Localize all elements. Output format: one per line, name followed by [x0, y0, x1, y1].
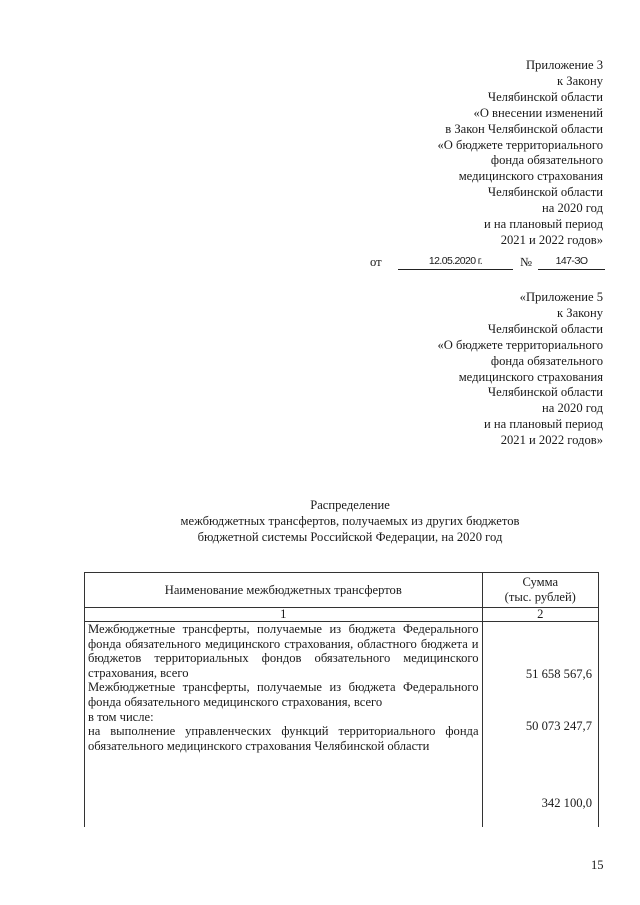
row-text: в том числе: — [88, 709, 154, 724]
annex-3-line: медицинского страхования — [458, 169, 603, 184]
annex-5-header — [437, 290, 603, 449]
column-number: 1 — [85, 608, 483, 622]
row-amounts — [482, 622, 598, 827]
row-text: Межбюджетные трансферты, получаемые из бюджета Федерального фонда обязательного медицинского страхования, областного бюджета и бюджетов территориальных фондов обязательного медицинского страхования, всего — [88, 622, 479, 680]
page-number: 15 — [591, 858, 604, 872]
row-amount: 342 100,0 — [541, 796, 592, 810]
header-name: Наименование межбюджетных трансфертов — [85, 573, 483, 608]
header-sum-line: Сумма — [522, 575, 559, 590]
annex-5-line: 2021 и 2022 годов» — [500, 433, 603, 448]
annex-5-line: к Закону — [557, 305, 603, 320]
annex-3-line: Приложение 3 — [525, 58, 603, 72]
row-amount: 51 658 567,6 — [525, 667, 592, 681]
annex-3-line: фонда обязательного — [490, 153, 603, 168]
annex-3-line: в Закон Челябинской области — [445, 121, 603, 136]
header-sum-line: (тыс. рублей) — [504, 590, 576, 604]
from-label: от — [370, 255, 382, 269]
law-signature-row — [370, 255, 615, 273]
transfers-table — [84, 572, 599, 827]
law-date: 12.05.2020 г. — [398, 255, 513, 270]
annex-5-line: Челябинской области — [487, 385, 603, 400]
title-line: бюджетной системы Российской Федерации, на 2020 год — [197, 530, 503, 544]
row-text: на выполнение управленческих функций территориального фонда обязательного медицинского страхования Челябинской области — [88, 724, 479, 753]
annex-5-line: фонда обязательного — [490, 353, 603, 368]
annex-3-line: Челябинской области — [487, 185, 603, 200]
annex-3-line: «О внесении изменений — [473, 105, 603, 120]
row-text: Межбюджетные трансферты, получаемые из бюджета Федерального фонда обязательного медицинского страхования, всего — [88, 680, 479, 709]
column-numbers-row — [85, 608, 599, 622]
annex-5-line: «О бюджете территориального — [437, 337, 603, 352]
title-line: Распределение — [310, 498, 390, 512]
column-number: 2 — [482, 608, 598, 622]
header-sum — [482, 573, 598, 608]
table-row — [85, 622, 599, 827]
annex-3-line: «О бюджете территориального — [437, 137, 603, 152]
annex-3-line: и на плановый период — [483, 217, 603, 232]
annex-5-line: медицинского страхования — [458, 369, 603, 384]
number-label: № — [520, 255, 533, 269]
title-line: межбюджетных трансфертов, получаемых из других бюджетов — [180, 514, 520, 528]
annex-3-line: 2021 и 2022 годов» — [500, 232, 603, 247]
annex-3-header — [437, 58, 603, 249]
annex-3-line: к Закону — [557, 73, 603, 88]
annex-5-line: «Приложение 5 — [519, 290, 603, 304]
document-title — [100, 497, 600, 545]
annex-3-line: Челябинской области — [487, 89, 603, 104]
row-amount: 50 073 247,7 — [525, 719, 592, 733]
annex-5-line: Челябинской области — [487, 321, 603, 336]
table-header-row — [85, 573, 599, 608]
annex-5-line: на 2020 год — [541, 401, 603, 416]
law-number: 147-ЗО — [538, 255, 605, 270]
row-descriptions — [85, 622, 483, 827]
annex-5-line: и на плановый период — [483, 417, 603, 432]
annex-3-line: на 2020 год — [541, 201, 603, 216]
